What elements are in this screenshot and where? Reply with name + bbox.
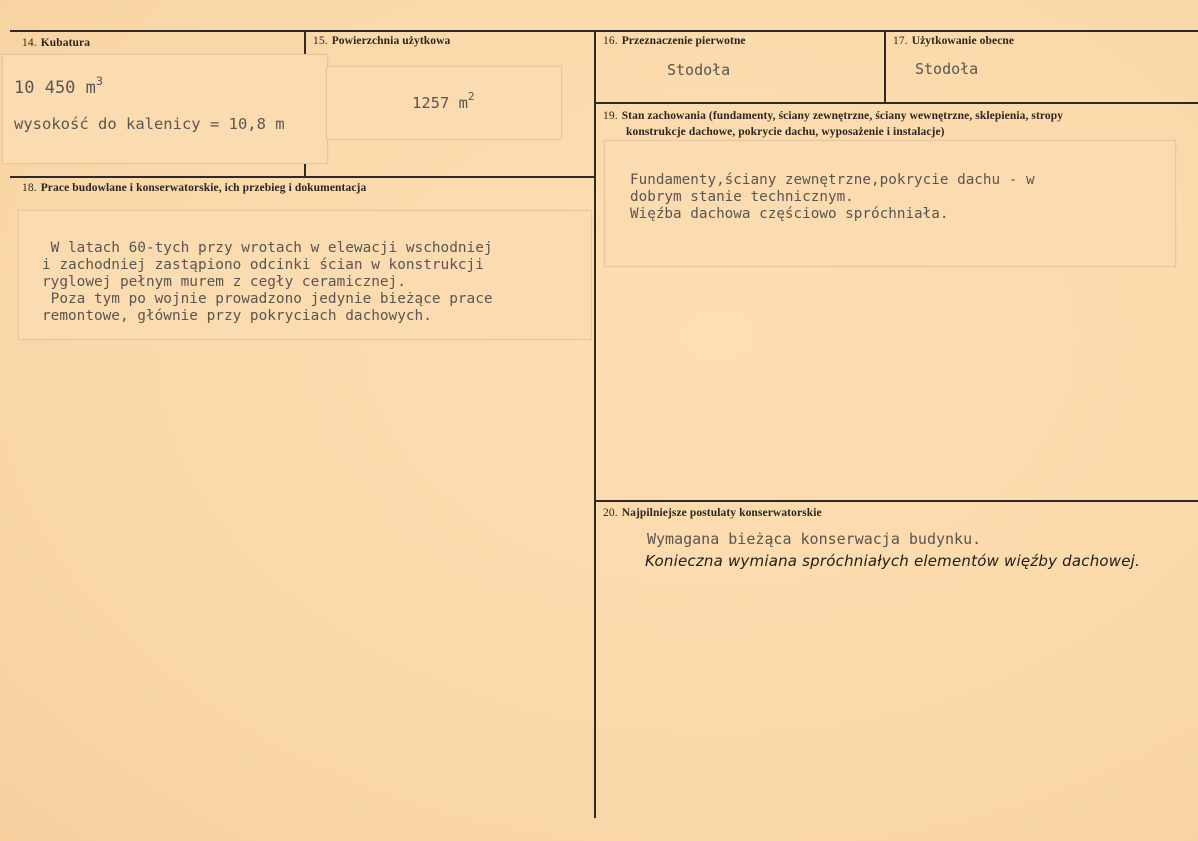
field-18-line: Poza tym po wojnie prowadzono jedynie bieżące prace [42,291,493,307]
field-15-area [412,90,475,112]
field-17-value: Stodoła [915,60,979,78]
field-18-title: Prace budowlane i konserwatorskie, ich przebieg i dokumentacja [40,182,367,194]
divider-v-16-17 [884,31,886,102]
field-17-number: 17. [893,35,908,47]
field-15-label [313,35,450,47]
field-20-label [603,507,822,519]
field-17-title: Użytkowanie obecne [911,35,1015,47]
field-20-handwritten-text: Konieczna wymiana spróchniałych elementów więźby dachowej. [645,552,1141,570]
field-19-line: dobrym stanie technicznym. [630,189,854,205]
field-18-label [22,182,366,194]
field-20-typed-text: Wymagana bieżąca konserwacja budynku. [647,530,982,548]
field-18-line: i zachodniej zastąpiono odcinki ścian w konstrukcji [42,257,484,273]
divider-v-main [594,31,596,818]
field-19-number: 19. [603,110,618,122]
field-14-slip [2,54,328,164]
field-19-line: Więźba dachowa częściowo spróchniała. [630,206,949,222]
field-15-title: Powierzchnia użytkowa [331,35,451,47]
field-19-text [630,172,1035,223]
field-15-area-value: 1257 m [412,94,468,112]
field-14-volume [14,74,103,98]
divider-h-19 [595,102,1198,104]
divider-h-20 [595,500,1198,502]
field-18-number: 18. [22,182,37,194]
field-15-area-unit-exp: 2 [468,90,475,103]
field-19-title-line2: konstrukcje dachowe, pokrycie dachu, wyposażenie i instalacje) [626,126,945,138]
field-20-title: Najpilniejsze postulaty konserwatorskie [621,507,822,519]
field-18-line: remontowe, głównie przy pokryciach dachowych. [42,308,432,324]
field-14-ridge-height: wysokość do kalenicy = 10,8 m [14,115,285,133]
top-rule [10,30,1198,32]
field-17-label [893,35,1014,47]
field-19-label [603,108,1183,140]
field-16-label [603,35,746,47]
field-16-value: Stodoła [667,61,731,79]
field-14-volume-value: 10 450 m [14,78,96,98]
field-15-number: 15. [313,35,328,47]
field-16-title: Przeznaczenie pierwotne [621,35,746,47]
field-18-text [42,240,493,325]
field-16-number: 16. [603,35,618,47]
field-19-line: Fundamenty,ściany zewnętrzne,pokrycie dachu - w [630,172,1035,188]
divider-h-18 [10,176,595,178]
field-14-title: Kubatura [40,37,91,49]
field-14-number: 14. [22,37,37,49]
field-19-title-line1: Stan zachowania (fundamenty, ściany zewnętrzne, ściany wewnętrzne, sklepienia, stropy [621,110,1064,122]
field-18-line: W latach 60-tych przy wrotach w elewacji wschodniej [42,240,493,256]
field-14-volume-unit-exp: 3 [95,74,104,88]
field-18-line: ryglowej pełnym murem z cegły ceramicznej. [42,274,406,290]
field-14-label [22,37,90,49]
field-20-number: 20. [603,507,618,519]
